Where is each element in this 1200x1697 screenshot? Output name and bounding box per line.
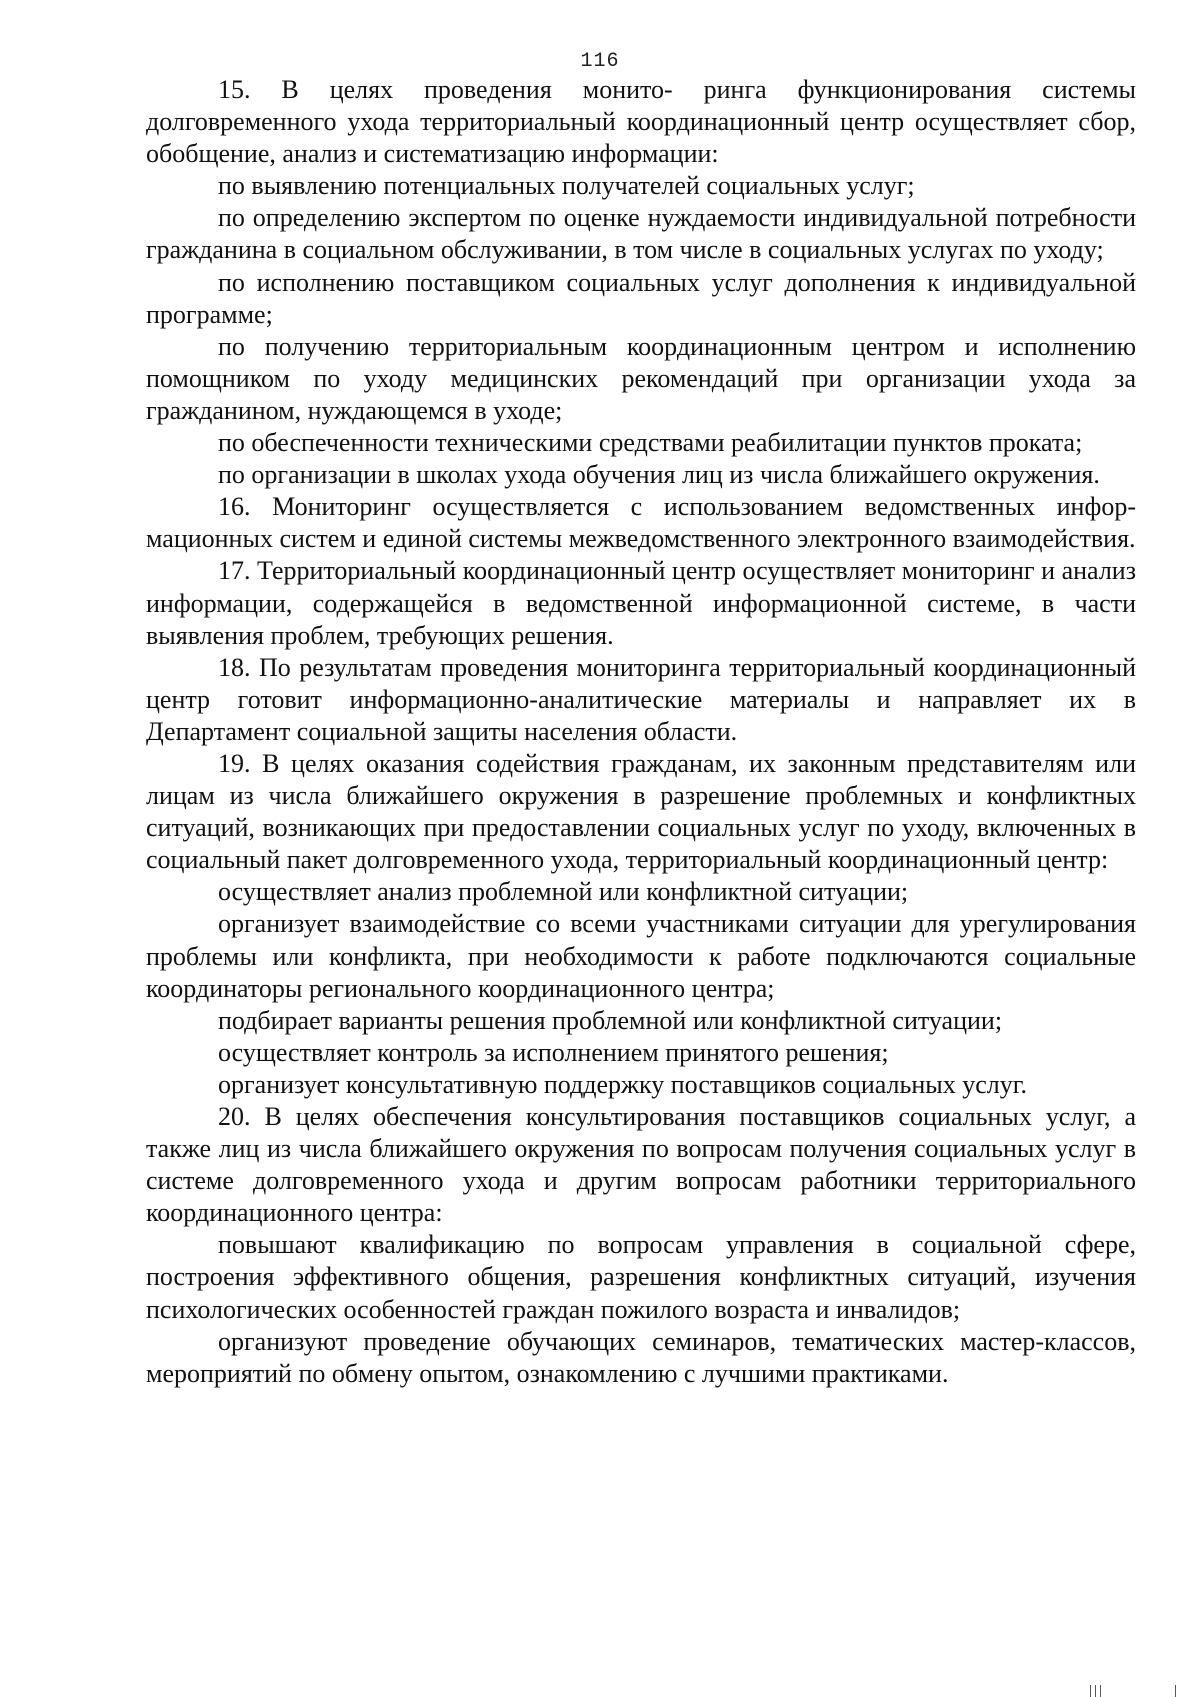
- list-item-organizes-interaction: организует взаимодействие со всеми участниками ситуации для урегулирования проблемы или конфликта, при необходимости к работе подключаются социальные координаторы регионального координационного центра;: [146, 909, 1136, 1003]
- scan-edge-marks: [1090, 1680, 1180, 1697]
- paragraph-18: 18. По результатам проведения мониторинга территориальный координационный центр готовит информационно-аналитические материалы и направляет их в Департамент социальной защиты населения области.: [146, 652, 1136, 746]
- paragraph-17: 17. Территориальный координационный центр осуществляет мониторинг и анализ информации, содержащейся в ведомственной информационной системе, в части выявления проблем, требующих решения.: [146, 556, 1136, 650]
- list-item-seminars: организуют проведение обучающих семинаров, тематических мастер-классов, мероприятий по обмену опытом, ознакомлению с лучшими практиками.: [146, 1326, 1136, 1388]
- list-item-situation-analysis: осуществляет анализ проблемной или конфликтной ситуации;: [218, 877, 909, 907]
- paragraph-19: 19. В целях оказания содействия гражданам, их законным представителям или лицам из числа ближайшего окружения в разрешение проблемных и конфликтных ситуаций, возникающих при предоставлении социальных услуг по уходу, включенных в социальный пакет долговременного ухода, территориальный координационный центр:: [146, 748, 1136, 875]
- paragraph-15: 15. В целях проведения монито- ринга функционирования системы долговременного ухода территориальный координационный центр осуществляет сбор, обобщение, анализ и систематизацию информации:: [146, 75, 1136, 169]
- paragraph-16: 16. Мониторинг осуществляется с использованием ведомственных информационных систем и единой системы межведомственного электронного взаимодействия.: [146, 492, 1136, 554]
- list-item-controls-execution: осуществляет контроль за исполнением принятого решения;: [218, 1037, 889, 1067]
- list-item-qualification: повышают квалификацию по вопросам управления в социальной сфере, построения эффективного общения, разрешения конфликтных ситуаций, изучения психологических особенностей граждан пожилого возраста и инвалидов;: [146, 1230, 1136, 1324]
- list-item-consulting-support: организует консультативную поддержку поставщиков социальных услуг.: [218, 1069, 1027, 1099]
- list-item-care-schools: по организации в школах ухода обучения лиц из числа ближайшего окружения.: [218, 460, 1100, 490]
- list-item-expert-assessment: по определению экспертом по оценке нуждаемости индивидуальной потребности гражданина в социальном обслуживании, в том числе в социальных услугах по уходу;: [146, 203, 1136, 265]
- list-item-program-supplement: по исполнению поставщиком социальных услуг дополнения к индивидуальной программе;: [146, 267, 1136, 329]
- paragraph-20: 20. В целях обеспечения консультирования поставщиков социальных услуг, а также лиц из числа ближайшего окружения по вопросам получения социальных услуг в системе долговременного ухода и другим вопросам работники территориального координационного центра:: [146, 1102, 1136, 1228]
- list-item-selects-solutions: подбирает варианты решения проблемной или конфликтной ситуации;: [218, 1005, 1003, 1035]
- list-item-potential-recipients: по выявлению потенциальных получателей социальных услуг;: [218, 171, 915, 201]
- list-item-rehabilitation-equipment: по обеспеченности техническими средствами реабилитации пунктов проката;: [218, 428, 1083, 458]
- document-body: [146, 74, 1136, 1390]
- list-item-medical-recommendations: по получению территориальным координационным центром и исполнению помощником по уходу медицинских рекомендаций при организации ухода за гражданином, нуждающемся в уходе;: [146, 331, 1136, 425]
- page-number: 116: [580, 50, 620, 73]
